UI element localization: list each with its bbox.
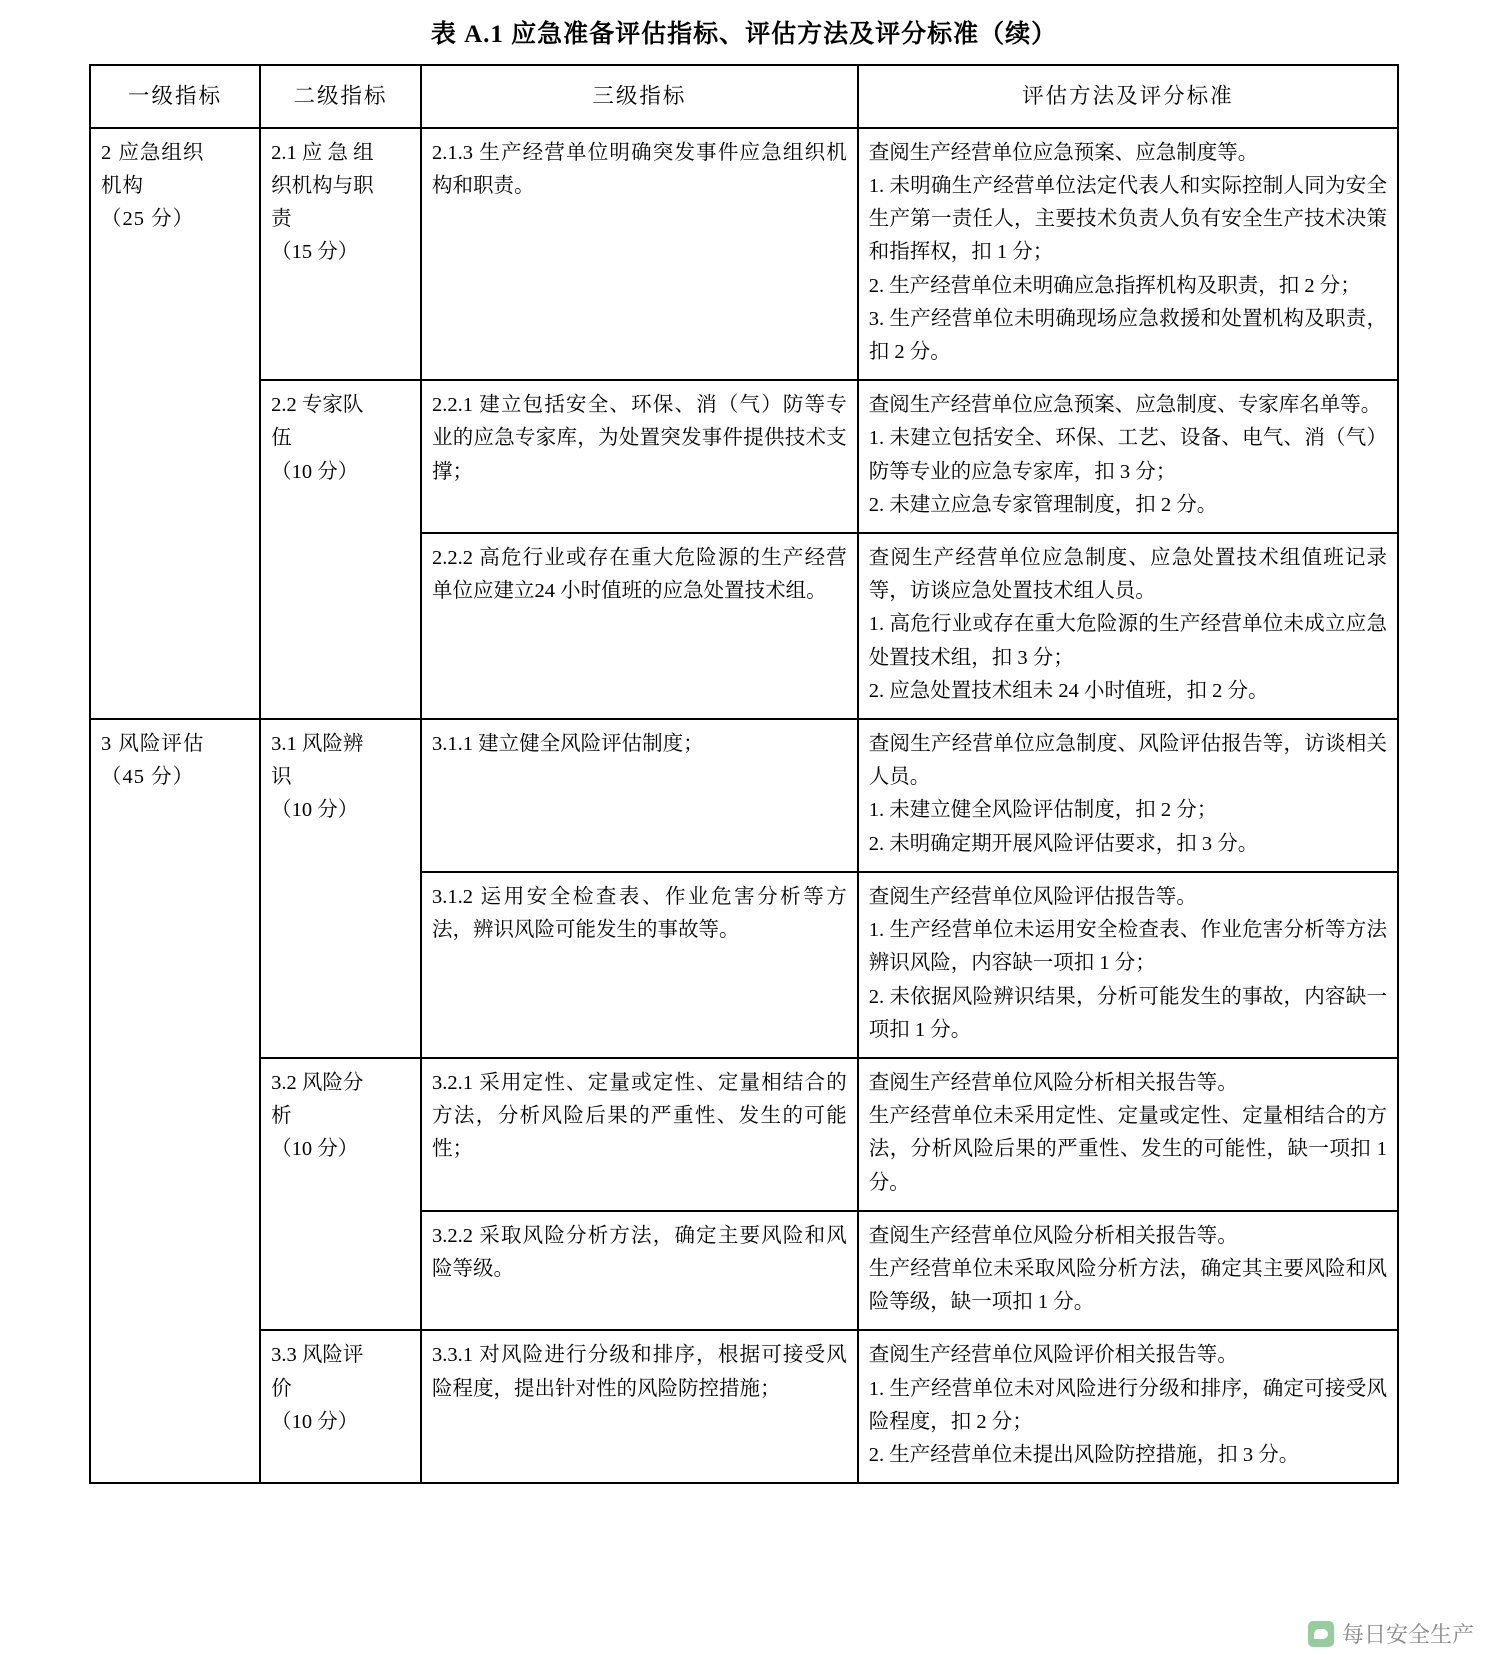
level3-cell-3-1-2 bbox=[421, 872, 858, 1058]
method-line: 查阅生产经营单位风险分析相关报告等。 bbox=[868, 1224, 1238, 1247]
level3-cell-3-1-1 bbox=[421, 719, 858, 872]
level2-cell-2-1 bbox=[260, 128, 421, 380]
level3-cell-2-1-3 bbox=[421, 128, 858, 380]
method-line: 1. 生产经营单位未对风险进行分级和排序，确定可接受风险程度，扣 2 分； bbox=[868, 1377, 1387, 1433]
level2-line-1: 3.1 风险辨 bbox=[271, 733, 364, 756]
method-cell-3-1-2 bbox=[858, 872, 1398, 1058]
column-header-level1: 一级指标 bbox=[90, 65, 260, 128]
level2-line-4: （15 分） bbox=[271, 241, 359, 264]
method-line: 查阅生产经营单位应急预案、应急制度、专家库名单等。 bbox=[868, 394, 1382, 417]
method-line: 查阅生产经营单位风险分析相关报告等。 bbox=[868, 1071, 1238, 1094]
level2-line-2: 价 bbox=[271, 1377, 292, 1400]
watermark bbox=[1308, 1618, 1474, 1649]
level2-cell-2-2 bbox=[260, 380, 421, 719]
level3-text: 2.2.2 高危行业或存在重大危险源的生产经营单位应建立24 小时值班的应急处置技术组。 bbox=[432, 547, 847, 603]
level2-cell-3-2 bbox=[260, 1058, 421, 1330]
level3-cell-3-3-1 bbox=[421, 1330, 858, 1483]
level2-line-3: 责 bbox=[271, 208, 292, 231]
level3-cell-2-2-1 bbox=[421, 380, 858, 533]
level2-line-3: （10 分） bbox=[271, 799, 359, 822]
method-line: 2. 未明确定期开展风险评估要求，扣 3 分。 bbox=[868, 832, 1259, 855]
level3-text: 3.3.1 对风险进行分级和排序，根据可接受风险程度，提出针对性的风险防控措施； bbox=[432, 1344, 847, 1400]
watermark-label: 每日安全生产 bbox=[1341, 1622, 1474, 1647]
method-cell-3-1-1 bbox=[858, 719, 1398, 872]
method-cell-2-1-3 bbox=[858, 128, 1398, 380]
table-row bbox=[90, 719, 1398, 872]
method-line: 查阅生产经营单位应急预案、应急制度等。 bbox=[868, 141, 1259, 164]
method-cell-3-3-1 bbox=[858, 1330, 1398, 1483]
level3-text: 3.2.1 采用定性、定量或定性、定量相结合的方法，分析风险后果的严重性、发生的可能性； bbox=[432, 1071, 847, 1161]
level1-line-1: 3 风险评估 bbox=[101, 733, 205, 756]
level2-cell-3-1 bbox=[260, 719, 421, 1058]
method-cell-3-2-2 bbox=[858, 1211, 1398, 1331]
table-row bbox=[90, 128, 1398, 380]
level2-line-1: 3.3 风险评 bbox=[271, 1344, 364, 1367]
wechat-icon bbox=[1308, 1621, 1334, 1647]
method-line: 2. 未依据风险辨识结果，分析可能发生的事故，内容缺一项扣 1 分。 bbox=[868, 985, 1387, 1041]
table-row bbox=[90, 1058, 1398, 1211]
level3-text: 2.2.1 建立包括安全、环保、消（气）防等专业的应急专家库，为处置突发事件提供技术支撑； bbox=[432, 394, 847, 483]
method-line: 1. 未明确生产经营单位法定代表人和实际控制人同为安全生产第一责任人，主要技术负责人负有安全生产技术决策和指挥权，扣 1 分； bbox=[868, 175, 1387, 264]
table-row bbox=[90, 1330, 1398, 1483]
level3-text: 3.1.1 建立健全风险评估制度； bbox=[432, 733, 704, 756]
level1-line-1: 2 应急组织 bbox=[101, 141, 205, 164]
method-line: 1. 高危行业或存在重大危险源的生产经营单位未成立应急处置技术组，扣 3 分； bbox=[868, 613, 1387, 669]
method-line: 生产经营单位未采取风险分析方法，确定其主要风险和风险等级，缺一项扣 1 分。 bbox=[868, 1257, 1387, 1314]
level3-cell-3-2-2 bbox=[421, 1211, 858, 1331]
method-line: 2. 生产经营单位未提出风险防控措施，扣 3 分。 bbox=[868, 1443, 1300, 1466]
method-line: 1. 未建立健全风险评估制度，扣 2 分； bbox=[868, 799, 1218, 822]
level3-cell-3-2-1 bbox=[421, 1058, 858, 1211]
table-row bbox=[90, 380, 1398, 533]
level2-line-1: 2.1 应 急 组 bbox=[271, 141, 374, 164]
level2-line-2: 析 bbox=[271, 1105, 292, 1128]
method-cell-2-2-1 bbox=[858, 380, 1398, 533]
level3-cell-2-2-2 bbox=[421, 533, 858, 719]
level3-text: 2.1.3 生产经营单位明确突发事件应急组织机构和职责。 bbox=[432, 141, 847, 198]
method-line: 生产经营单位未采用定性、定量或定性、定量相结合的方法，分析风险后果的严重性、发生的可能性，缺一项扣 1 分。 bbox=[868, 1105, 1387, 1194]
column-header-method: 评估方法及评分标准 bbox=[858, 65, 1398, 128]
level2-line-3: （10 分） bbox=[271, 1138, 359, 1161]
method-line: 查阅生产经营单位风险评价相关报告等。 bbox=[868, 1344, 1238, 1367]
method-cell-2-2-2 bbox=[858, 533, 1398, 719]
level2-cell-3-3 bbox=[260, 1330, 421, 1483]
level1-cell-3 bbox=[90, 719, 260, 1483]
level2-line-1: 3.2 风险分 bbox=[271, 1071, 364, 1094]
level3-text: 3.2.2 采取风险分析方法，确定主要风险和风险等级。 bbox=[432, 1224, 847, 1280]
method-line: 2. 未建立应急专家管理制度，扣 2 分。 bbox=[868, 493, 1218, 516]
level2-line-3: （10 分） bbox=[271, 1410, 359, 1433]
table-header-row bbox=[90, 65, 1398, 128]
level3-text: 3.1.2 运用安全检查表、作业危害分析等方法，辨识风险可能发生的事故等。 bbox=[432, 885, 847, 942]
method-line: 1. 未建立包括安全、环保、工艺、设备、电气、消（气）防等专业的应急专家库，扣 3 分； bbox=[868, 427, 1387, 483]
level1-cell-2 bbox=[90, 128, 260, 719]
assessment-table bbox=[89, 64, 1399, 1484]
method-cell-3-2-1 bbox=[858, 1058, 1398, 1211]
method-line: 2. 生产经营单位未明确应急指挥机构及职责，扣 2 分； bbox=[868, 274, 1361, 297]
level2-line-2: 伍 bbox=[271, 427, 292, 450]
method-line: 3. 生产经营单位未明确现场应急救援和处置机构及职责，扣 2 分。 bbox=[868, 307, 1387, 364]
level2-line-3: （10 分） bbox=[271, 460, 359, 483]
level1-line-3: （25 分） bbox=[101, 208, 195, 231]
column-header-level2: 二级指标 bbox=[260, 65, 421, 128]
level1-line-2: （45 分） bbox=[101, 766, 195, 789]
method-line: 查阅生产经营单位风险评估报告等。 bbox=[868, 885, 1197, 908]
level2-line-1: 2.2 专家队 bbox=[271, 394, 364, 417]
method-line: 2. 应急处置技术组未 24 小时值班，扣 2 分。 bbox=[868, 679, 1269, 702]
column-header-level3: 三级指标 bbox=[421, 65, 858, 128]
level2-line-2: 识 bbox=[271, 766, 292, 789]
method-line: 1. 生产经营单位未运用安全检查表、作业危害分析等方法辨识风险，内容缺一项扣 1 分； bbox=[868, 919, 1387, 975]
method-line: 查阅生产经营单位应急制度、风险评估报告等，访谈相关人员。 bbox=[868, 733, 1387, 789]
method-line: 查阅生产经营单位应急制度、应急处置技术组值班记录等，访谈应急处置技术组人员。 bbox=[868, 547, 1387, 603]
level2-line-2: 织机构与职 bbox=[271, 175, 374, 198]
level1-line-2: 机构 bbox=[101, 175, 144, 198]
page-title: 表 A.1 应急准备评估指标、评估方法及评分标准（续） bbox=[430, 21, 1058, 48]
